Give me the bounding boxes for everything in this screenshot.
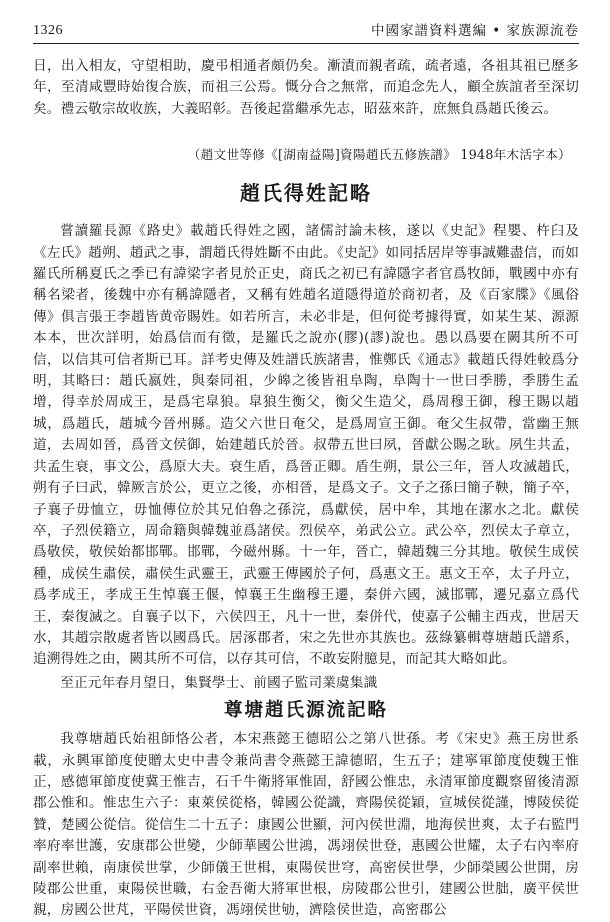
article-body-zhao-surname: 嘗讀羅長源《路史》載趙氏得姓之國，諸儒討論未核，遂以《史記》程嬰、杵臼及《左氏》趙朔、趙武之事，謂趙氏得姓斷不由此。《史記》如同括居岸等事誠難盡信，而如羅氏所稱夏氏之季已有諱梁字者見於正史，商氏之初已有諱隱字者官爲牧師，戰國中亦有稱名梁者，後魏中亦有稱諱隱者，又稱有姓趙名道隱得道於商初者，及《百家牒》《風俗傳》俱言張王李趙皆黄帝賜姓。如若所言，未必非是，但何從考據得實，如某生某、源源本本，世次詳明，始爲信而有徵，是羅氏之說亦(膠)(謬)說也。愚以爲要在闕其所不可信，以信其可信者斯已耳。詳考史傳及姓譜氏族諸書，惟鄭氏《通志》載趙氏得姓較爲分明，其略曰：趙氏嬴姓，與秦同祖，少皞之後皆祖阜陶，阜陶十一世曰季勝，季勝生孟增，得幸於周成王，是爲宅皐狼。皐狼生衡父，衡父生造父，爲周穆王御，穆王賜以趙城，爲趙氏，趙城今晉州縣。造父六世日奄父，是爲周宣王御。奄父生叔帶，當幽王無道，去周如晉，爲晉文侯御，始建趙氏於晉。叔帶五世曰夙，晉獻公賜之耿。夙生共孟，共孟生衰，事文公，爲原大夫。衰生盾，爲晉正卿。盾生朔，景公三年，晉人攻滅趙氏，朔有子曰武，韓厥言於公，更立之後，亦相晉，是爲文子。文子之孫曰簡子鞅，簡子卒，子襄子毋恤立，毋恤傳位於其兄伯魯之孫浣，爲獻侯，居中牟，其地在潔水之北。獻侯卒，子烈侯籍立，周命籍與韓魏並爲諸侯。烈侯卒，弟武公立。武公卒，烈侯太子章立，爲敬侯，敬侯始都邯鄲。邯鄲，今磁州縣。十一年，晉亡，韓趙魏三分其地。敬侯生成侯種，成侯生肅侯，肅侯生武靈王，武靈王傳國於子何，爲惠文王。惠文王卒，太子丹立，爲孝成王，孝成王生悼襄王偃，悼襄王生幽穆王遷，秦併六國，滅邯鄲，遷兄嘉立爲代王，秦復滅之。自襄子以下，六侯四王，凡十一世，秦併代，使嘉子公輔主西戎，世居天水，其趙宗散處者皆以國爲氏。居涿郡者，宋之先世亦其族也。茲綠纂輯尊塘趙氏譜系，追溯得姓之由，闕其所不可信，以存其可信，不敢妄附臆見，而記其大略如此。 — [33, 223, 579, 668]
article-title-zhao-surname: 趙氏得姓記略 — [240, 181, 372, 206]
intro-paragraph: 日，出入相友，守望相助，慶弔相通者頗仍矣。漸漬而親者疏，疏者遠，各祖其祖已歷多年，至清咸豐時始復合族，而祖三公焉。慨分合之無常，而追念先人，顧全族誼者至深切矣。禮云敬宗故收族，大義昭彰。吾後起當繼承先志，昭茲來許，庶無負爲趙氏後云。 — [33, 58, 579, 117]
page-number: 1326 — [33, 23, 63, 38]
author-signature: 至正元年春月望日，集賢學士、前國子監司業虞集識 — [60, 674, 378, 691]
running-title: 中國家譜資料選編 • 家族源流卷 — [370, 23, 579, 39]
article-title-zuntang-origin: 尊塘趙氏源流記略 — [223, 700, 388, 722]
article-body-zuntang-origin: 我尊塘趙氏始祖師恪公者，本宋燕懿王德昭公之第八世孫。考《宋史》燕王房世系載，永興軍節度使贈太史中書令兼尚書令燕懿王諱德昭，生五子；建寧軍節度使魏王惟正，感德軍節度使冀王惟吉，石千牛衛將軍惟固，舒國公惟忠，永清軍節度觀察留後清源郡公惟和。惟忠生六子：東萊侯從格，韓國公從識，齊陽侯從穎，宣城侯從謹，博陵侯從贊，楚國公從信。從信生二十五子：康國公世顯，河內侯世淵，地海侯世爽，太子右監門率府率世護，安康郡公世變，少師華國公世鴻，馮翊侯世登，惠國公世耀，太子右內率府副率世賴，南康侯世掌，少師儀王世楫，東陽侯世穹，高密侯世學，少師榮國公世開，房陵郡公世重，東陽侯世職，右金吾衛大將軍世根，房陵郡公世引，建國公世朏，廣平侯世親，房國公世芃，平陽侯世資，馮翊侯世劬，濟陰侯世造，高密郡公 — [33, 731, 579, 919]
page-header — [33, 0, 579, 44]
source-citation: （趙文世等修《[湖南益陽]資陽趙氏五修族譜》 1948年木活字本） — [187, 147, 571, 163]
